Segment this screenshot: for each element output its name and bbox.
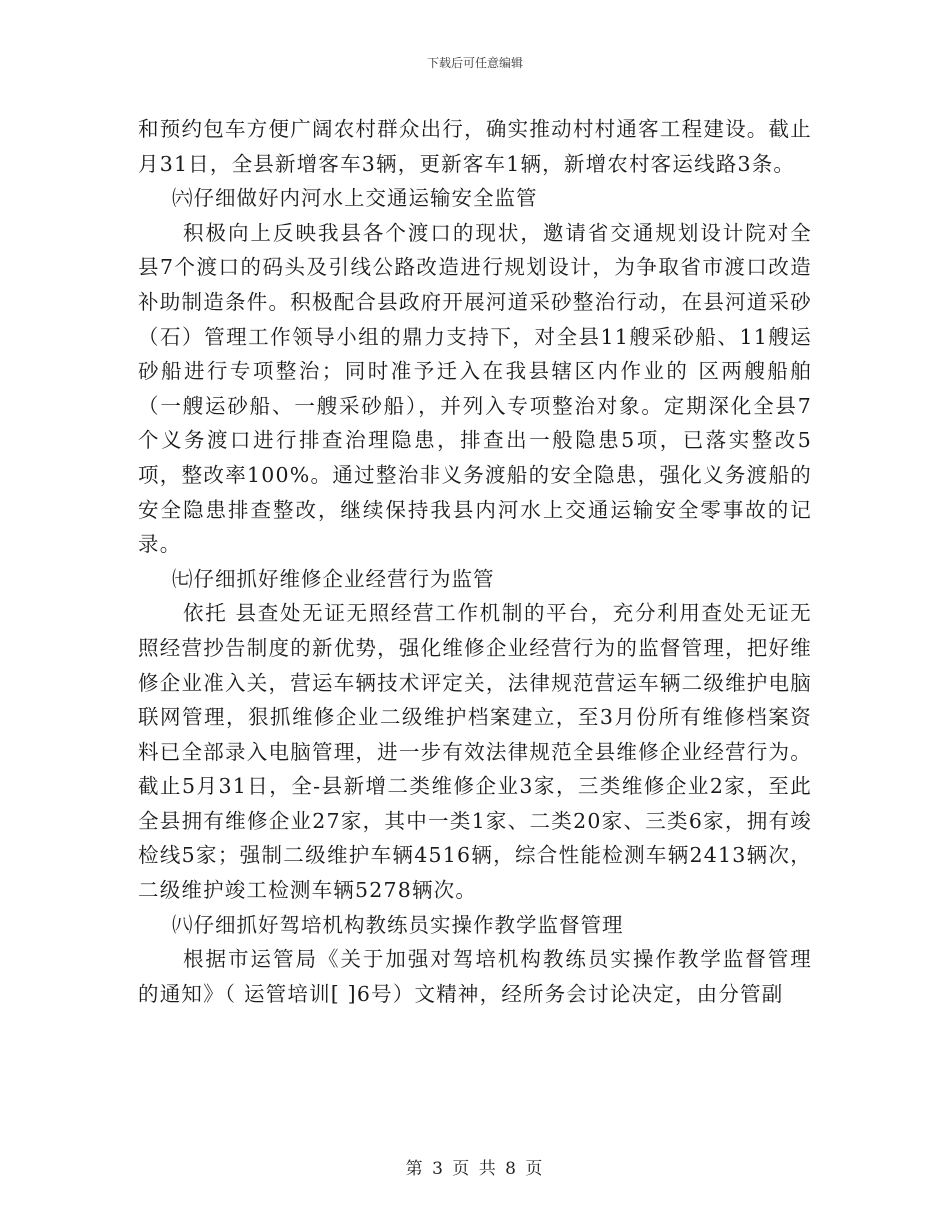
paragraph-repair-supervision: 依托 县查处无证无照经营工作机制的平台，充分利用查处无证无照经营抄告制度的新优势，强化维修企业经营行为的监督管理，把好维修企业准入关，营运车辆技术评定关，法律规范营运车辆二级维护电脑联网管理，狠抓维修企业二级维护档案建立，至3月份所有维修档案资料已全部录入电脑管理，进一步有效法律规范全县维修企业经营行为。截止5月31日，全-县新增二类维修企业3家，三类维修企业2家，至此全县拥有维修企业27家，其中一类1家、二类20家、三类6家，拥有竣检线5家；强制二级维护车辆4516辆，综合性能检测车辆2413辆次，二级维护竣工检测车辆5278辆次。 bbox=[138, 601, 812, 903]
paragraph-rural-transport: 和预约包车方便广阔农村群众出行，确实推动村村通客工程建设。截止 月31日，全县新增客车3辆，更新客车1辆，新增农村客运线路3条。 bbox=[138, 117, 812, 176]
paragraph-waterway-safety: 积极向上反映我县各个渡口的现状，邀请省交通规划设计院对全县7个渡口的码头及引线公路改造进行规划设计，为争取省市渡口改造补助制造条件。积极配合县政府开展河道采砂整治行动，在县河道采砂（石）管理工作领导小组的鼎力支持下，对全县11艘采砂船、11艘运砂船进行专项整治；同时准予迁入在我县辖区内作业的 区两艘船舶（一艘运砂船、一艘采砂船），并列入专项整治对象。定期深化全县7个义务渡口进行排查治理隐患，排查出一般隐患5项，已落实整改5项，整改率100%。通过整治非义务渡船的安全隐患，强化义务渡船的安全隐患排查整改，继续保持我县内河水上交通运输安全零事故的记录。 bbox=[138, 220, 812, 557]
section-heading-6: ㈥仔细做好内河水上交通运输安全监管 bbox=[172, 186, 538, 211]
page-header: 下载后可任意编辑 bbox=[426, 56, 523, 70]
paragraph-driver-training: 根据市运管局《关于加强对驾培机构教练员实操作教学监督管理的通知》（ 运管培训[ ]6号）文精神，经所务会讨论决定，由分管副 bbox=[138, 947, 812, 1006]
document-body bbox=[138, 112, 812, 1011]
page-footer: 第 3 页 共 8 页 bbox=[405, 1159, 545, 1179]
section-heading-7: ㈦仔细抓好维修企业经营行为监管 bbox=[172, 566, 495, 591]
section-heading-8: ㈧仔细抓好驾培机构教练员实操作教学监督管理 bbox=[172, 912, 624, 937]
